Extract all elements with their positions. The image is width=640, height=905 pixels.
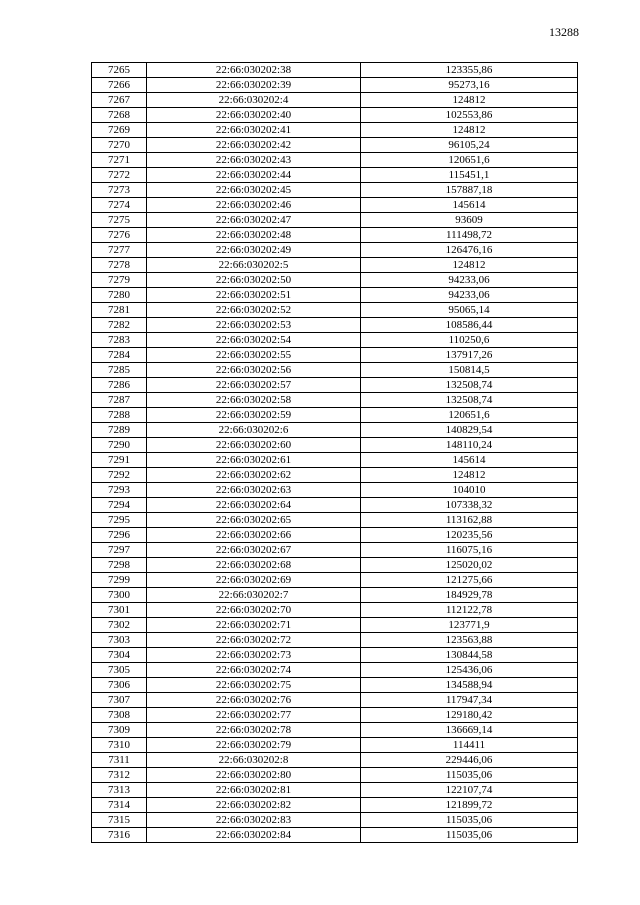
cadastral-number-cell: 22:66:030202:41 (147, 123, 361, 138)
value-cell: 145614 (361, 453, 578, 468)
table-row (92, 633, 578, 648)
value-cell: 120235,56 (361, 528, 578, 543)
row-number-cell: 7309 (92, 723, 147, 738)
value-cell: 115451,1 (361, 168, 578, 183)
row-number-cell: 7267 (92, 93, 147, 108)
table-row (92, 153, 578, 168)
row-number-cell: 7300 (92, 588, 147, 603)
table-row (92, 603, 578, 618)
table-row (92, 648, 578, 663)
table-row (92, 78, 578, 93)
cadastral-number-cell: 22:66:030202:56 (147, 363, 361, 378)
cadastral-number-cell: 22:66:030202:38 (147, 63, 361, 78)
value-cell: 123563,88 (361, 633, 578, 648)
row-number-cell: 7293 (92, 483, 147, 498)
row-number-cell: 7294 (92, 498, 147, 513)
row-number-cell: 7283 (92, 333, 147, 348)
cadastral-number-cell: 22:66:030202:73 (147, 648, 361, 663)
value-cell: 117947,34 (361, 693, 578, 708)
cadastral-number-cell: 22:66:030202:49 (147, 243, 361, 258)
cadastral-number-cell: 22:66:030202:50 (147, 273, 361, 288)
cadastral-number-cell: 22:66:030202:67 (147, 543, 361, 558)
row-number-cell: 7288 (92, 408, 147, 423)
row-number-cell: 7280 (92, 288, 147, 303)
cadastral-number-cell: 22:66:030202:64 (147, 498, 361, 513)
cadastral-number-cell: 22:66:030202:75 (147, 678, 361, 693)
table-row (92, 468, 578, 483)
cadastral-number-cell: 22:66:030202:65 (147, 513, 361, 528)
cadastral-number-cell: 22:66:030202:4 (147, 93, 361, 108)
value-cell: 114411 (361, 738, 578, 753)
value-cell: 121899,72 (361, 798, 578, 813)
cadastral-number-cell: 22:66:030202:45 (147, 183, 361, 198)
value-cell: 157887,18 (361, 183, 578, 198)
cadastral-number-cell: 22:66:030202:78 (147, 723, 361, 738)
cadastral-number-cell: 22:66:030202:66 (147, 528, 361, 543)
row-number-cell: 7279 (92, 273, 147, 288)
table-row (92, 183, 578, 198)
table-row (92, 303, 578, 318)
table-row (92, 783, 578, 798)
table-row (92, 768, 578, 783)
cadastral-number-cell: 22:66:030202:52 (147, 303, 361, 318)
table-row (92, 543, 578, 558)
row-number-cell: 7304 (92, 648, 147, 663)
value-cell: 95273,16 (361, 78, 578, 93)
table-body (92, 63, 578, 843)
row-number-cell: 7275 (92, 213, 147, 228)
row-number-cell: 7284 (92, 348, 147, 363)
value-cell: 150814,5 (361, 363, 578, 378)
value-cell: 115035,06 (361, 828, 578, 843)
row-number-cell: 7291 (92, 453, 147, 468)
value-cell: 126476,16 (361, 243, 578, 258)
cadastral-number-cell: 22:66:030202:8 (147, 753, 361, 768)
cadastral-number-cell: 22:66:030202:76 (147, 693, 361, 708)
table-row (92, 258, 578, 273)
value-cell: 125020,02 (361, 558, 578, 573)
cadastral-number-cell: 22:66:030202:44 (147, 168, 361, 183)
cadastral-number-cell: 22:66:030202:42 (147, 138, 361, 153)
value-cell: 124812 (361, 123, 578, 138)
table-row (92, 333, 578, 348)
value-cell: 123771,9 (361, 618, 578, 633)
table-row (92, 408, 578, 423)
cadastral-number-cell: 22:66:030202:82 (147, 798, 361, 813)
value-cell: 134588,94 (361, 678, 578, 693)
row-number-cell: 7272 (92, 168, 147, 183)
table-row (92, 528, 578, 543)
row-number-cell: 7266 (92, 78, 147, 93)
table-row (92, 588, 578, 603)
value-cell: 112122,78 (361, 603, 578, 618)
table-row (92, 453, 578, 468)
cadastral-number-cell: 22:66:030202:53 (147, 318, 361, 333)
row-number-cell: 7281 (92, 303, 147, 318)
cadastral-number-cell: 22:66:030202:68 (147, 558, 361, 573)
value-cell: 120651,6 (361, 153, 578, 168)
value-cell: 130844,58 (361, 648, 578, 663)
table-row (92, 483, 578, 498)
table-row (92, 738, 578, 753)
value-cell: 184929,78 (361, 588, 578, 603)
table-row (92, 618, 578, 633)
value-cell: 121275,66 (361, 573, 578, 588)
table-row (92, 438, 578, 453)
cadastral-number-cell: 22:66:030202:46 (147, 198, 361, 213)
value-cell: 96105,24 (361, 138, 578, 153)
row-number-cell: 7297 (92, 543, 147, 558)
cadastral-number-cell: 22:66:030202:6 (147, 423, 361, 438)
table-row (92, 798, 578, 813)
row-number-cell: 7310 (92, 738, 147, 753)
table-row (92, 813, 578, 828)
row-number-cell: 7311 (92, 753, 147, 768)
cadastral-number-cell: 22:66:030202:59 (147, 408, 361, 423)
cadastral-number-cell: 22:66:030202:84 (147, 828, 361, 843)
table-row (92, 513, 578, 528)
table-row (92, 423, 578, 438)
cadastral-number-cell: 22:66:030202:47 (147, 213, 361, 228)
row-number-cell: 7289 (92, 423, 147, 438)
row-number-cell: 7290 (92, 438, 147, 453)
cadastral-number-cell: 22:66:030202:61 (147, 453, 361, 468)
row-number-cell: 7302 (92, 618, 147, 633)
cadastral-number-cell: 22:66:030202:60 (147, 438, 361, 453)
row-number-cell: 7271 (92, 153, 147, 168)
row-number-cell: 7270 (92, 138, 147, 153)
cadastral-number-cell: 22:66:030202:39 (147, 78, 361, 93)
value-cell: 102553,86 (361, 108, 578, 123)
cadastral-number-cell: 22:66:030202:70 (147, 603, 361, 618)
value-cell: 94233,06 (361, 273, 578, 288)
table-row (92, 138, 578, 153)
value-cell: 123355,86 (361, 63, 578, 78)
row-number-cell: 7274 (92, 198, 147, 213)
value-cell: 115035,06 (361, 768, 578, 783)
cadastral-number-cell: 22:66:030202:48 (147, 228, 361, 243)
row-number-cell: 7268 (92, 108, 147, 123)
row-number-cell: 7295 (92, 513, 147, 528)
table-row (92, 108, 578, 123)
table-row (92, 678, 578, 693)
value-cell: 113162,88 (361, 513, 578, 528)
cadastral-number-cell: 22:66:030202:80 (147, 768, 361, 783)
page-number: 13288 (549, 25, 579, 39)
cadastral-number-cell: 22:66:030202:51 (147, 288, 361, 303)
value-cell: 94233,06 (361, 288, 578, 303)
value-cell: 124812 (361, 468, 578, 483)
value-cell: 136669,14 (361, 723, 578, 738)
table-row (92, 393, 578, 408)
row-number-cell: 7315 (92, 813, 147, 828)
table-row (92, 348, 578, 363)
value-cell: 132508,74 (361, 378, 578, 393)
table-row (92, 123, 578, 138)
cadastral-number-cell: 22:66:030202:5 (147, 258, 361, 273)
value-cell: 124812 (361, 258, 578, 273)
value-cell: 125436,06 (361, 663, 578, 678)
value-cell: 111498,72 (361, 228, 578, 243)
cadastral-number-cell: 22:66:030202:57 (147, 378, 361, 393)
data-table (91, 62, 578, 843)
cadastral-number-cell: 22:66:030202:81 (147, 783, 361, 798)
value-cell: 137917,26 (361, 348, 578, 363)
cadastral-number-cell: 22:66:030202:83 (147, 813, 361, 828)
row-number-cell: 7312 (92, 768, 147, 783)
cadastral-number-cell: 22:66:030202:55 (147, 348, 361, 363)
value-cell: 116075,16 (361, 543, 578, 558)
table-row (92, 168, 578, 183)
value-cell: 122107,74 (361, 783, 578, 798)
table-row (92, 318, 578, 333)
row-number-cell: 7282 (92, 318, 147, 333)
table-row (92, 573, 578, 588)
cadastral-number-cell: 22:66:030202:40 (147, 108, 361, 123)
value-cell: 120651,6 (361, 408, 578, 423)
row-number-cell: 7305 (92, 663, 147, 678)
row-number-cell: 7276 (92, 228, 147, 243)
value-cell: 115035,06 (361, 813, 578, 828)
row-number-cell: 7287 (92, 393, 147, 408)
table-row (92, 228, 578, 243)
table-row (92, 93, 578, 108)
table-row (92, 63, 578, 78)
row-number-cell: 7306 (92, 678, 147, 693)
row-number-cell: 7301 (92, 603, 147, 618)
row-number-cell: 7277 (92, 243, 147, 258)
value-cell: 108586,44 (361, 318, 578, 333)
row-number-cell: 7298 (92, 558, 147, 573)
value-cell: 107338,32 (361, 498, 578, 513)
table-row (92, 498, 578, 513)
table-row (92, 693, 578, 708)
cadastral-number-cell: 22:66:030202:54 (147, 333, 361, 348)
value-cell: 148110,24 (361, 438, 578, 453)
row-number-cell: 7265 (92, 63, 147, 78)
row-number-cell: 7307 (92, 693, 147, 708)
value-cell: 110250,6 (361, 333, 578, 348)
table-row (92, 288, 578, 303)
table-row (92, 708, 578, 723)
row-number-cell: 7296 (92, 528, 147, 543)
value-cell: 129180,42 (361, 708, 578, 723)
row-number-cell: 7314 (92, 798, 147, 813)
table-row (92, 558, 578, 573)
value-cell: 124812 (361, 93, 578, 108)
value-cell: 145614 (361, 198, 578, 213)
table-row (92, 753, 578, 768)
value-cell: 104010 (361, 483, 578, 498)
value-cell: 132508,74 (361, 393, 578, 408)
row-number-cell: 7299 (92, 573, 147, 588)
row-number-cell: 7313 (92, 783, 147, 798)
value-cell: 93609 (361, 213, 578, 228)
row-number-cell: 7303 (92, 633, 147, 648)
cadastral-number-cell: 22:66:030202:7 (147, 588, 361, 603)
cadastral-number-cell: 22:66:030202:77 (147, 708, 361, 723)
cadastral-number-cell: 22:66:030202:72 (147, 633, 361, 648)
table-row (92, 378, 578, 393)
value-cell: 95065,14 (361, 303, 578, 318)
cadastral-number-cell: 22:66:030202:74 (147, 663, 361, 678)
cadastral-number-cell: 22:66:030202:71 (147, 618, 361, 633)
row-number-cell: 7285 (92, 363, 147, 378)
row-number-cell: 7308 (92, 708, 147, 723)
table-row (92, 723, 578, 738)
cadastral-number-cell: 22:66:030202:62 (147, 468, 361, 483)
table-row (92, 243, 578, 258)
row-number-cell: 7269 (92, 123, 147, 138)
table-row (92, 198, 578, 213)
row-number-cell: 7273 (92, 183, 147, 198)
table-row (92, 828, 578, 843)
cadastral-number-cell: 22:66:030202:43 (147, 153, 361, 168)
table-row (92, 273, 578, 288)
cadastral-number-cell: 22:66:030202:79 (147, 738, 361, 753)
row-number-cell: 7316 (92, 828, 147, 843)
cadastral-number-cell: 22:66:030202:63 (147, 483, 361, 498)
cadastral-number-cell: 22:66:030202:58 (147, 393, 361, 408)
row-number-cell: 7286 (92, 378, 147, 393)
table-row (92, 363, 578, 378)
value-cell: 229446,06 (361, 753, 578, 768)
row-number-cell: 7278 (92, 258, 147, 273)
cadastral-number-cell: 22:66:030202:69 (147, 573, 361, 588)
table-row (92, 213, 578, 228)
value-cell: 140829,54 (361, 423, 578, 438)
table-row (92, 663, 578, 678)
row-number-cell: 7292 (92, 468, 147, 483)
